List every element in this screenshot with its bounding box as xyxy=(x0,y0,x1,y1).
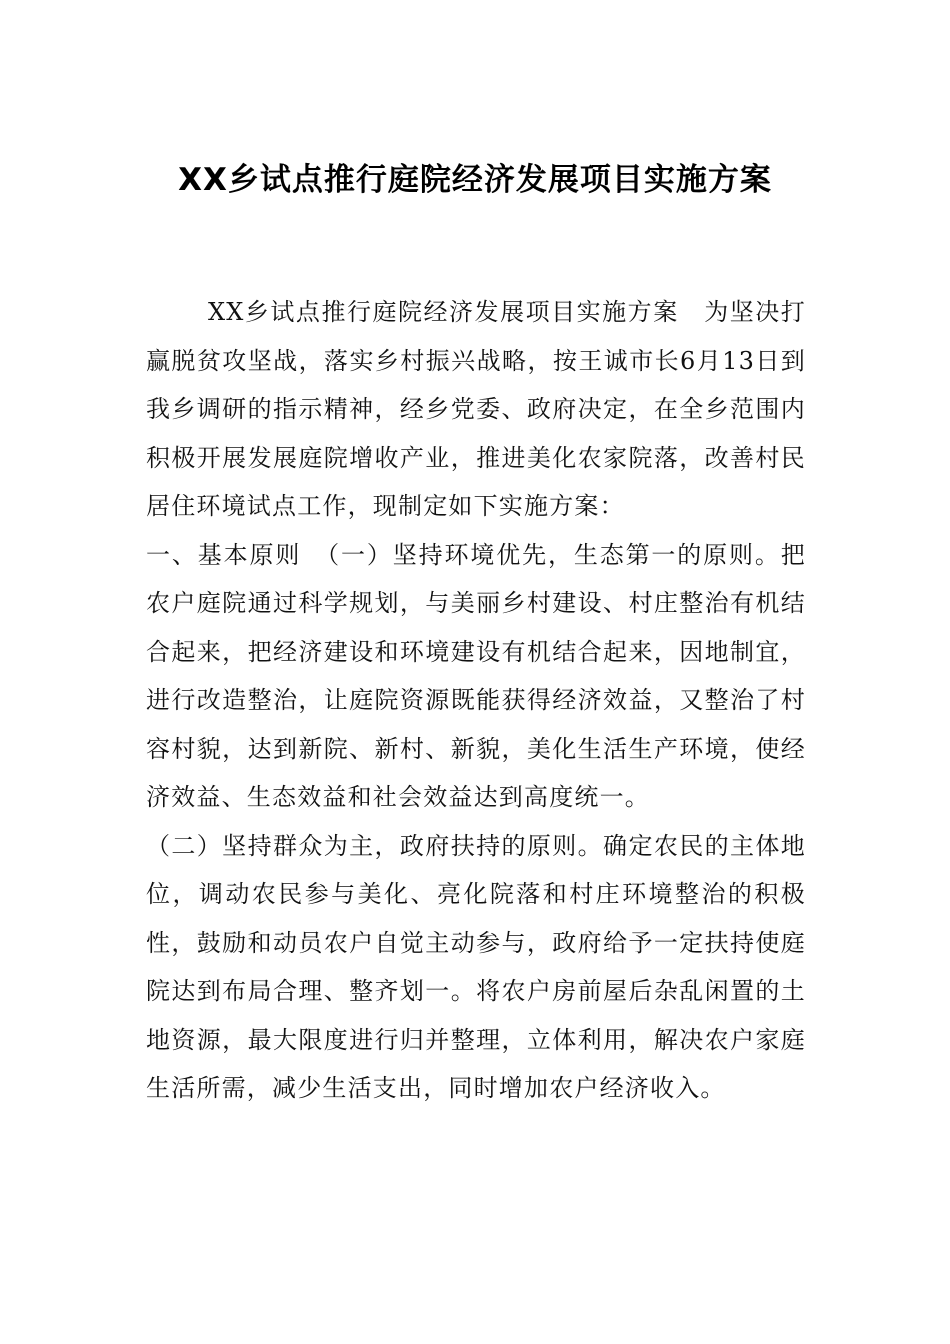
paragraph-principle-two: （二）坚持群众为主，政府扶持的原则。确定农民的主体地位，调动农民参与美化、亮化院落和村庄环境整治的积极性，鼓励和动员农户自觉主动参与，政府给予一定扶持使庭院达到布局合理、整齐划一。将农户房前屋后杂乱闲置的土地资源，最大限度进行归并整理，立体利用，解决农户家庭生活所需，减少生活支出，同时增加农户经济收入。 xyxy=(146,831,806,1102)
document-title: XX乡试点推行庭院经济发展项目实施方案 xyxy=(178,162,772,198)
document-body xyxy=(146,288,806,1113)
paragraph-principle-one: 一、基本原则 （一）坚持环境优先，生态第一的原则。把农户庭院通过科学规划，与美丽乡村建设、村庄整治有机结合起来，把经济建设和环境建设有机结合起来，因地制宜，进行改造整治，让庭院资源既能获得经济效益，又整治了村容村貌，达到新院、新村、新貌，美化生活生产环境，使经济效益、生态效益和社会效益达到高度统一。 xyxy=(146,540,806,811)
paragraph-intro: XX乡试点推行庭院经济发展项目实施方案 为坚决打赢脱贫攻坚战，落实乡村振兴战略，按王诚市长6月13日到我乡调研的指示精神，经乡党委、政府决定，在全乡范围内积极开展发展庭院增收产业，推进美化农家院落，改善村民居住环境试点工作，现制定如下实施方案： xyxy=(146,298,806,520)
